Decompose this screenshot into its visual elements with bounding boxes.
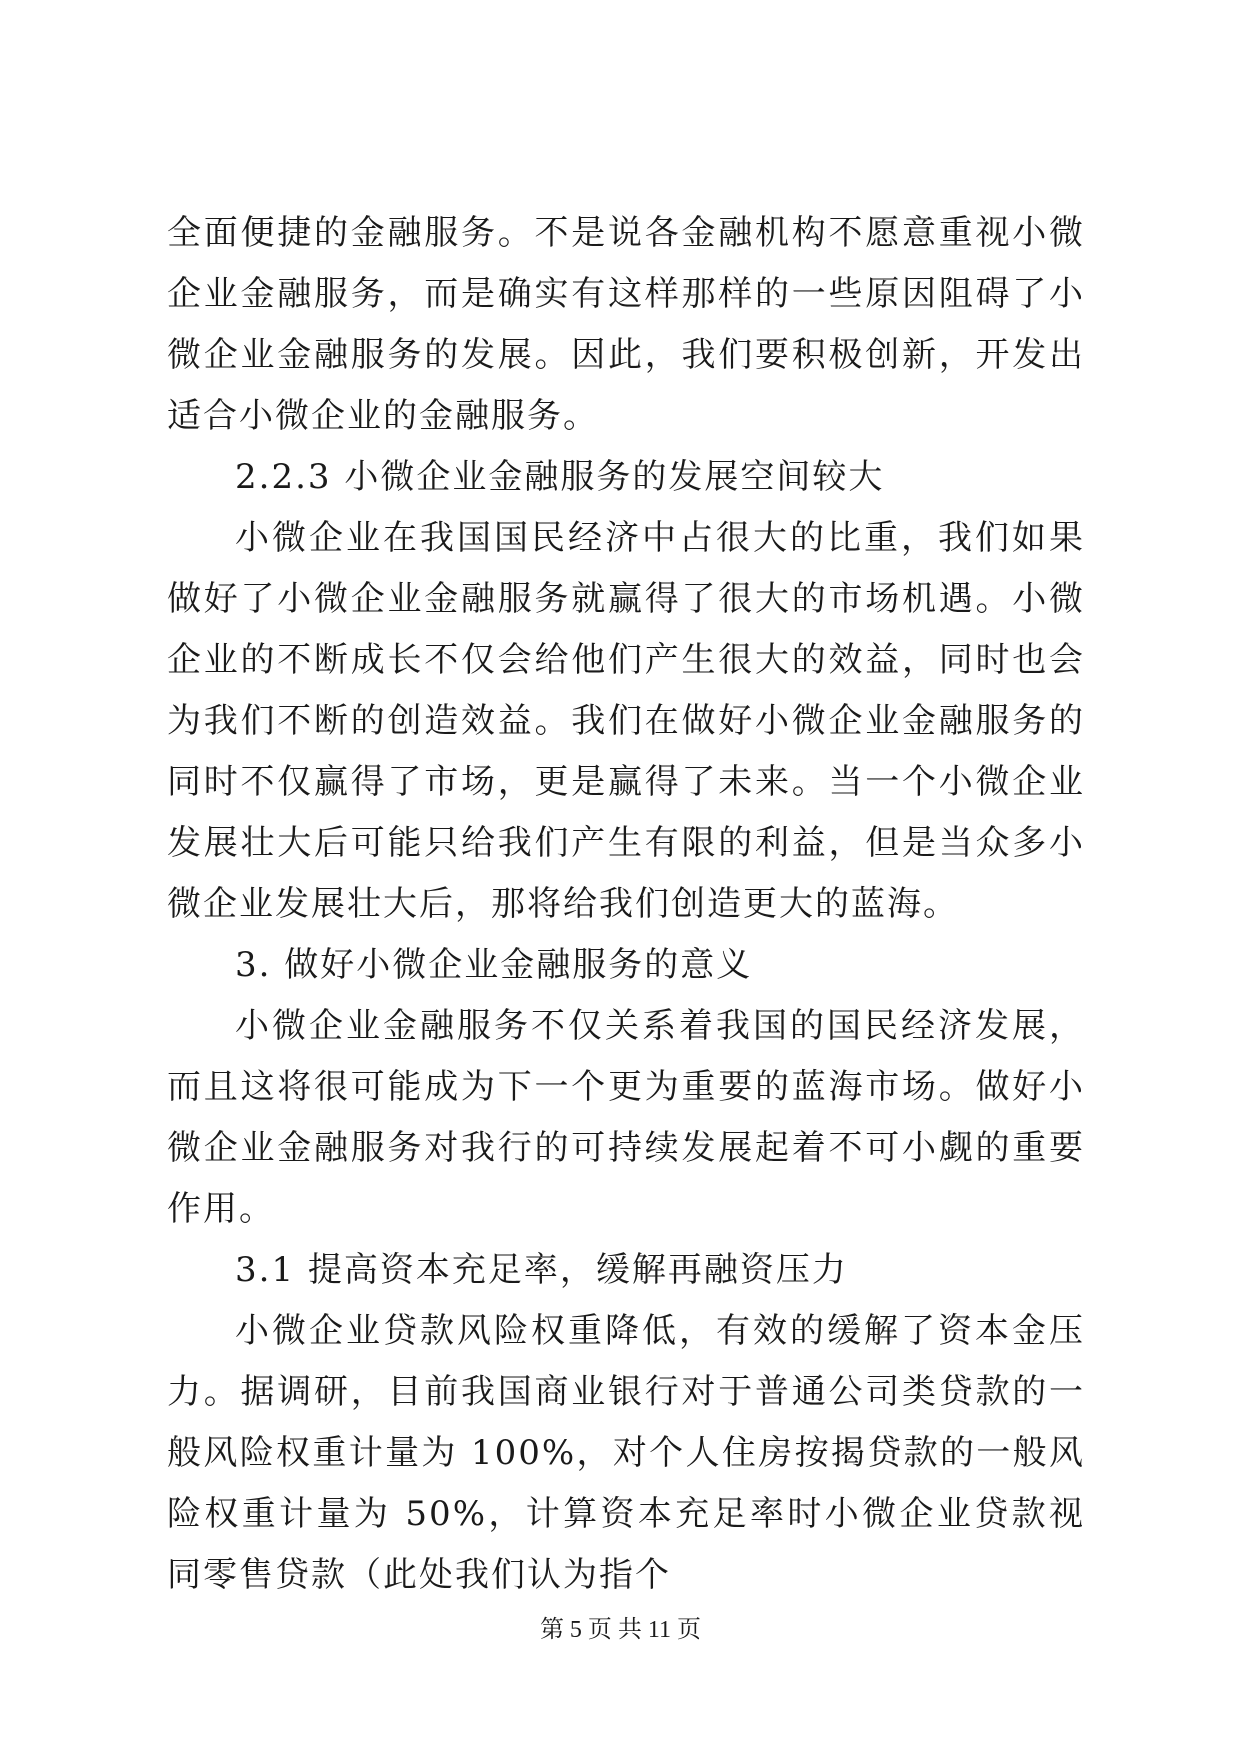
page-number-label: 第 5 页 共 11 页 [539, 1617, 702, 1643]
section-heading: 3. 做好小微企业金融服务的意义 [235, 945, 753, 985]
section-heading: 2.2.3 小微企业金融服务的发展空间较大 [235, 457, 885, 497]
page-footer [0, 1615, 1241, 1645]
section-heading: 3.1 提高资本充足率，缓解再融资压力 [235, 1250, 848, 1290]
paragraph: 小微企业在我国国民经济中占很大的比重，我们如果做好了小微企业金融服务就赢得了很大的市场机遇。小微企业的不断成长不仅会给他们产生很大的效益，同时也会为我们不断的创造效益。我们在做好小微企业金融服务的同时不仅赢得了市场，更是赢得了未来。当一个小微企业发展壮大后可能只给我们产生有限的利益，但是当众多小微企业发展壮大后，那将给我们创造更大的蓝海。 [167, 518, 1085, 924]
document-body [167, 203, 1085, 1606]
paragraph: 小微企业金融服务不仅关系着我国的国民经济发展，而且这将很可能成为下一个更为重要的蓝海市场。做好小微企业金融服务对我行的可持续发展起着不可小觑的重要作用。 [167, 1006, 1085, 1229]
paragraph: 全面便捷的金融服务。不是说各金融机构不愿意重视小微企业金融服务，而是确实有这样那样的一些原因阻碍了小微企业金融服务的发展。因此，我们要积极创新，开发出适合小微企业的金融服务。 [167, 213, 1085, 436]
paragraph: 小微企业贷款风险权重降低，有效的缓解了资本金压力。据调研，目前我国商业银行对于普通公司类贷款的一般风险权重计量为 100%，对个人住房按揭贷款的一般风险权重计量为 50%，计算资本充足率时小微企业贷款视同零售贷款（此处我们认为指个 [167, 1311, 1085, 1595]
